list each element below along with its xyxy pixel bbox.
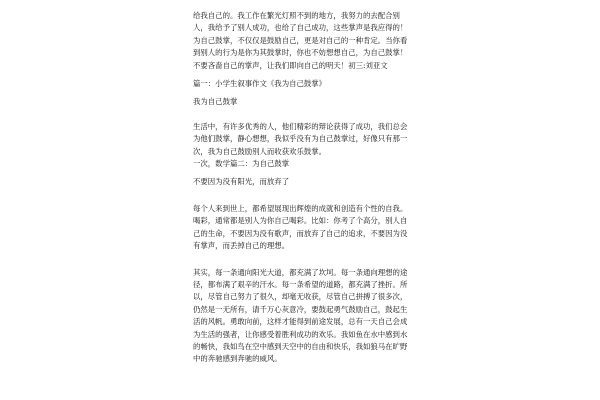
paragraph-2: 生活中，有许多优秀的人，他们精彩的辩论获得了成功，我们总会为他们鼓掌，静心想想，我似乎没有为自己鼓掌过，好像只有那一次，我为自己鼓励别人而收获欢乐鼓掌。 <box>193 121 408 156</box>
paragraph-3: 一次，数学篇二：为自己鼓掌 <box>193 159 290 169</box>
section-heading-1: 篇一：小学生叙事作文《我为自己鼓掌》 <box>193 79 327 89</box>
article-title: 我为自己鼓掌 <box>193 97 238 107</box>
paragraph-5: 每个人来到世上，都希望展现出辉煌的成就和创造有个性的自我。喝彩，通常都是别人为你自己喝彩。比如：你考了个高分，别人自己的生命，不要因为没有歌声，而放弃了自己的追求，不要因为没有掌声，而丢掉自己的理想。 <box>193 203 408 251</box>
paragraph-6: 其实，每一条通向阳光大道，都充满了坎坷。每一条通向理想的途径，都布满了艰辛的汗水。每一条希望的道路，都充满了挫折。所以，尽管自己努力了很久，却毫无收获，尽管自己拼搏了很多次，仍然是一无所有，请千万心灰意冷，要鼓起勇气鼓励自己，鼓起生活的风帆。勇敢向前，这样才能得到前途发展，总有一天自己会成为生活的强者，让你感受着胜利成功的欢乐。我如鱼在水中感到水的畅快，我如鸟在空中感到天空中的自由和快乐，我如狼马在旷野中的奔驰感到奔驰的威风。 <box>193 267 408 364</box>
article-text-column <box>193 10 413 366</box>
paragraph-4: 不要因为没有阳光，而放弃了 <box>193 177 290 187</box>
paragraph-1: 给我自己的。我工作在繁光灯照不到的地方，我努力的去配合别人，我给予了别人成功，也给了自己成功，这些掌声是我应得的！为自己鼓掌，不仅仅是鼓励自己，更是对自己的一种肯定。当你看到别人的行为是你为其鼓掌时，你也不妨想想自己，为自己鼓掌！不要吝啬自己的掌声，让我们即向自己的明天！初三:刘亚文 <box>193 11 408 70</box>
